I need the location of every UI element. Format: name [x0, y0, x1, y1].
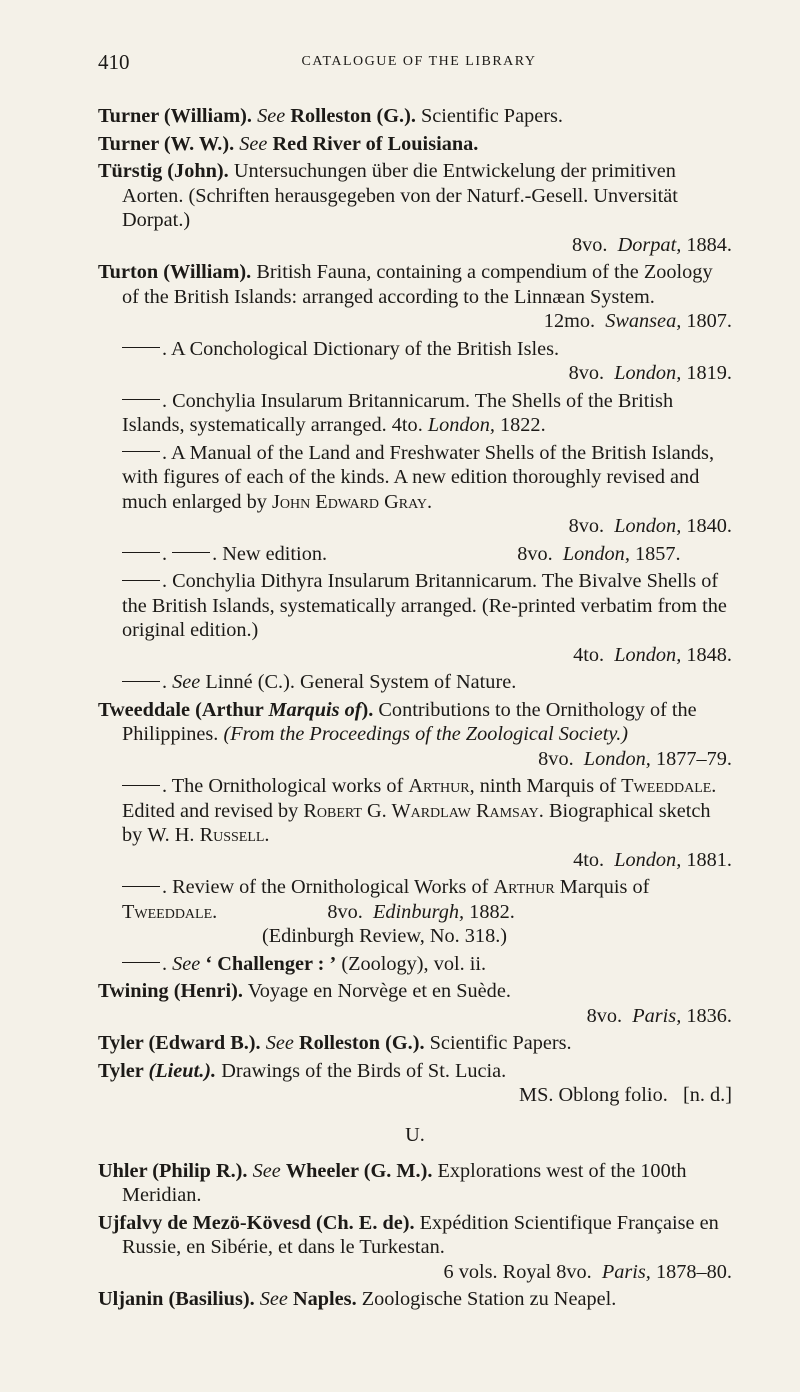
ditto-dash: [122, 399, 160, 400]
cross-reference: Rolleston (G.).: [290, 105, 416, 127]
entry-title: A Conchological Dictionary of the British Isles.: [171, 337, 560, 360]
entry-title: Zoologische Station zu Neapel.: [361, 1288, 617, 1310]
imprint-place: London,: [562, 542, 630, 565]
imprint-format: 12mo.: [543, 310, 596, 332]
entry-ujfalvy: [98, 1211, 732, 1285]
entry-turton-dictionary: . A Conchological Dictionary of the British Isles. 8vo. London, 1819.: [98, 337, 732, 386]
imprint-place: London,: [614, 643, 682, 666]
entry-text: The Ornithological works of: [171, 775, 404, 797]
imprint-place: Dorpat,: [617, 233, 682, 256]
entry-title: Conchylia Insularum Britannicarum. The Shells of the British Islands, systematically arranged.: [122, 389, 674, 436]
cross-reference: Rolleston (G.).: [298, 1032, 425, 1054]
cross-reference: Naples.: [292, 1288, 357, 1310]
entry-title: British Fauna, containing a compendium of the Zoology of the British Islands: arranged according to the Linnæan System.: [122, 261, 713, 308]
entry-twining: [98, 979, 732, 1028]
ditto-dash: [122, 886, 160, 887]
entry-turton-dithyra: . Conchylia Dithyra Insularum Britannicarum. The Bivalve Shells of the British Islands, systematically arranged. (Re-printed verbatim from the original edition.) 4to. London, 1848.: [122, 570, 732, 666]
imprint-year: 1840.: [686, 515, 732, 537]
ditto-dash: [122, 580, 160, 581]
person-name: Arthur: [493, 876, 555, 898]
imprint-place: London,: [614, 848, 682, 871]
entry-title: New edition.: [222, 542, 328, 565]
entry-title: Explorations west of the 100th Meridian.: [122, 1159, 687, 1206]
entry-turton-see-linne: . See Linné (C.). General System of Nature.: [98, 670, 732, 695]
entry-text: Biographical sketch by: [122, 799, 711, 846]
imprint-year: 1848.: [686, 643, 732, 666]
imprint-format: 8vo.: [568, 362, 605, 384]
author-name: Tweeddale (Arthur: [98, 698, 264, 721]
imprint: [122, 1260, 732, 1285]
imprint-format: 4to.: [573, 848, 605, 871]
imprint-year: 1877–79.: [655, 747, 732, 770]
see-label: See: [252, 1159, 281, 1182]
see-label: See: [265, 1032, 294, 1054]
imprint-year: 1857.: [634, 542, 681, 565]
entry-turton-manual: . A Manual of the Land and Freshwater Shells of the British Islands, with figures of each of the kinds. A new edition thoroughly revised and much enlarged by John Edward Gray. 8vo. London, 1840.: [122, 441, 732, 537]
entry-title: Scientific Papers.: [429, 1032, 572, 1054]
entry-author: Uljanin (Basilius).: [98, 1288, 255, 1310]
ditto-dash: [122, 451, 160, 452]
imprint-place: Paris,: [601, 1260, 651, 1283]
entry-title: General System of Nature.: [300, 671, 517, 693]
imprint-place: London,: [614, 362, 682, 384]
imprint-format: 4to.: [391, 414, 423, 436]
imprint: [122, 1083, 732, 1108]
imprint-format: MS. Oblong folio.: [519, 1084, 668, 1106]
entry-uljanin: [98, 1287, 732, 1312]
entry-turton-conchylia: . Conchylia Insularum Britannicarum. The Shells of the British Islands, systematically arranged. 4to. London, 1822.: [122, 389, 674, 436]
entry-uhler: [98, 1159, 732, 1208]
imprint: [122, 848, 732, 873]
ditto-dash: [122, 347, 160, 348]
entry-turton-manual-new-edition: . . New edition. 8vo. London, 1857.: [98, 542, 732, 567]
entry-title: Expédition Scientifique Française en Russie, en Sibérie, et dans le Turkestan.: [122, 1211, 719, 1258]
imprint-place: London,: [583, 747, 651, 770]
imprint-place: London,: [614, 515, 682, 537]
entry-title: Contributions to the Ornithology of the Philippines.: [122, 698, 697, 745]
entry-author: Uhler (Philip R.).: [98, 1159, 248, 1182]
imprint-year: 1882.: [469, 900, 515, 923]
entry-author: Turner (William).: [98, 105, 252, 127]
person-name: Arthur,: [408, 775, 475, 797]
entry-author: Tyler (Edward B.).: [98, 1032, 261, 1054]
page-header: [98, 50, 740, 80]
imprint-year: 1822.: [500, 414, 546, 436]
see-label: See: [239, 132, 268, 155]
author-title: Marquis of: [268, 698, 362, 721]
entry-author: [98, 699, 373, 721]
entry-note: (Edinburgh Review, No. 318.): [262, 925, 508, 947]
imprint-year: 1884.: [686, 233, 732, 256]
see-label: See: [257, 105, 286, 127]
imprint-format: 8vo.: [586, 1004, 623, 1027]
ditto-dash: [122, 962, 160, 963]
entry-tweeddale: [98, 698, 732, 772]
ditto-dash: [122, 552, 160, 553]
section-heading-u: U.: [405, 1123, 425, 1146]
cross-reference: Linné (C.).: [205, 671, 295, 693]
running-title: CATALOGUE OF THE LIBRARY: [301, 54, 537, 69]
entry-turner-ww: [98, 132, 732, 157]
entry-text: Review of the Ornithological Works of: [172, 876, 489, 898]
imprint: [122, 643, 732, 668]
ditto-dash: [122, 785, 160, 786]
imprint: [122, 233, 732, 258]
cross-reference: Wheeler (G. M.).: [285, 1159, 433, 1182]
imprint-date: [n. d.]: [683, 1084, 732, 1106]
person-name: Tweeddale.: [621, 775, 717, 797]
entry-tyler-lieut: [98, 1059, 732, 1108]
author-title: (Lieut.).: [148, 1059, 217, 1082]
imprint-place: Paris,: [632, 1004, 682, 1027]
imprint-year: 1878–80.: [655, 1260, 732, 1283]
imprint-format: 6 vols. Royal 8vo.: [443, 1260, 592, 1283]
imprint-format: 8vo.: [568, 515, 605, 537]
entry-turton: [98, 260, 732, 334]
entry-author: Twining (Henri).: [98, 980, 243, 1002]
entry-turstig: [98, 159, 732, 257]
entry-turner-william: [98, 104, 732, 129]
see-label: See: [259, 1288, 288, 1310]
imprint: [122, 361, 732, 386]
imprint: [122, 309, 732, 334]
entry-tweeddale-review: . Review of the Ornithological Works of Arthur Marquis of Tweeddale. 8vo. Edinburgh, 1882. (Edinburgh Review, No. 318.): [98, 875, 732, 949]
entry-text: Marquis of: [559, 876, 650, 898]
entry-tweeddale-works: . The Ornithological works of Arthur, ninth Marquis of Tweeddale. Edited and revised by Robert G. Wardlaw Ramsay. Biographical sketch by W. H. Russell. 4to. London, 1881.: [122, 775, 732, 871]
imprint: [122, 1004, 732, 1029]
imprint-format: 8vo.: [571, 233, 608, 256]
imprint-format: 4to.: [573, 643, 605, 666]
imprint: [122, 747, 732, 772]
entry-tweeddale-challenger: . See ‘ Challenger : ’ (Zoology), vol. ii.: [98, 952, 732, 977]
ditto-dash: [172, 552, 210, 553]
entry-title: Untersuchungen über die Entwickelung der primitiven Aorten. (Schriften herausgegeben von der Naturf.-Gesell. Unversität Dorpat.): [122, 160, 678, 231]
imprint: [122, 514, 732, 539]
cross-reference: Red River of Louisiana.: [272, 132, 479, 155]
entry-author: Turton (William).: [98, 261, 252, 283]
see-label: See: [172, 952, 201, 975]
entry-title: (Zoology), vol. ii.: [341, 952, 487, 975]
author-name: Tyler: [98, 1059, 144, 1082]
entry-tyler-edward: [98, 1031, 732, 1056]
catalogue-entries: [98, 104, 732, 1315]
editor-name: John Edward Gray.: [272, 490, 433, 513]
entry-title: Voyage en Norvège et en Suède.: [247, 980, 511, 1002]
entry-author: [98, 1060, 216, 1082]
imprint-year: 1836.: [686, 1004, 732, 1027]
imprint-format: 8vo.: [538, 747, 574, 770]
imprint-place: Edinburgh,: [373, 900, 465, 923]
entry-title: Drawings of the Birds of St. Lucia.: [221, 1059, 507, 1082]
entry-author: Türstig (John).: [98, 160, 229, 182]
editor-name: Robert G. Wardlaw Ramsay.: [303, 799, 544, 822]
entry-author: Ujfalvy de Mezö-Kövesd (Ch. E. de).: [98, 1211, 415, 1234]
entry-text: Edited and revised by: [122, 799, 299, 822]
entry-title: A Manual of the Land and Freshwater Shells of the British Islands, with figures of each of the kinds. A new edition thoroughly revised and much enlarged by: [122, 441, 715, 513]
imprint-year: 1807.: [686, 310, 732, 332]
entry-source: (From the Proceedings of the Zoological Society.): [223, 723, 629, 745]
imprint-place: London,: [427, 414, 495, 436]
imprint-year: 1819.: [686, 362, 732, 384]
see-label: See: [172, 671, 201, 693]
entry-author: Turner (W. W.).: [98, 132, 235, 155]
entry-title: Scientific Papers.: [421, 105, 563, 127]
person-name: W. H. Russell.: [147, 824, 270, 846]
imprint-year: 1881.: [686, 848, 732, 871]
imprint-format: 8vo.: [327, 900, 363, 923]
author-close: ).: [361, 698, 374, 721]
imprint-format: 8vo.: [517, 542, 553, 565]
page-number: 410: [98, 50, 130, 74]
entry-title: Conchylia Dithyra Insularum Britannicarum. The Bivalve Shells of the British Islands, systematically arranged. (Re-printed verbatim from the original edition.): [122, 570, 727, 641]
ditto-dash: [122, 681, 160, 682]
cross-reference: ‘ Challenger : ’: [205, 952, 337, 975]
imprint-place: Swansea,: [605, 310, 682, 332]
entry-text: ninth Marquis of: [479, 775, 617, 797]
person-name: Tweeddale.: [122, 900, 218, 923]
